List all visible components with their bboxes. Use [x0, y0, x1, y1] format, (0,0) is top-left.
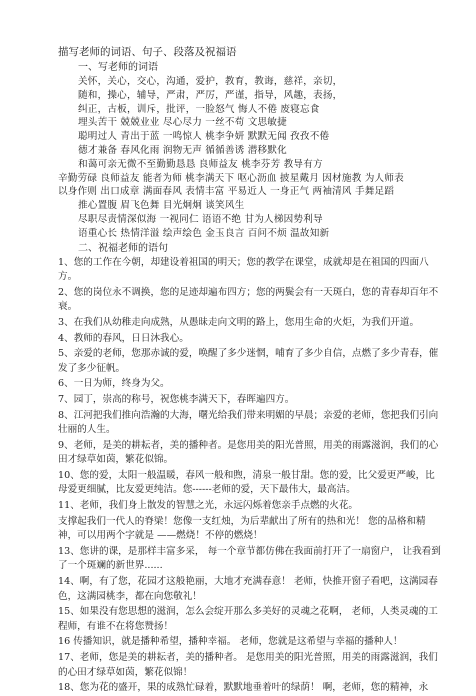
wish-paragraph: 3、在我们从幼稚走向成熟，从愚昧走向文明的路上，您用生命的火炬，为我们开道。 — [58, 316, 420, 328]
word-line: 语重心长 热情洋溢 绘声绘色 金玉良言 百问不烦 温故知新 — [78, 227, 330, 239]
wish-paragraph: 2、您的岗位永不调换，您的足迹却遍布四方；您的两鬓会有一天斑白，您的青春却百年不衰。 — [58, 286, 439, 313]
word-line: 聪明过人 青出于蓝 一鸣惊人 桃李争妍 默默无闻 孜孜不倦 — [78, 131, 330, 143]
wish-paragraph: 9、老师，是美的耕耘者，美的播种者。是您用美的阳光普照，用美的雨露滋润，我们的心田才绿草如茵，繁花似锦。 — [58, 439, 439, 466]
section-heading-words: 一、写老师的词语 — [78, 62, 158, 73]
wish-paragraph: 5、亲爱的老师，您那赤诚的爱，唤醒了多少迷惘，哺育了多少自信，点燃了多少青春，催发了多少征帆。 — [58, 348, 439, 374]
word-line: 推心置腹 眉飞色舞 目光炯炯 谈笑风生 — [78, 200, 245, 212]
document-title: 描写老师的词语、句子、段落及祝福语 — [58, 46, 237, 58]
wish-paragraph: 6、一日为师，终身为父。 — [58, 378, 170, 390]
word-line: 以身作则 出口成章 满面春风 表情丰富 平易近人 一身正气 两袖清风 手舞足蹈 — [58, 186, 395, 198]
word-line: 关怀，关心，交心，沟通，爱护，教育，教诲，慈祥，亲切， — [78, 76, 343, 87]
word-line: 辛勤劳碌 良师益友 能者为师 桃李满天下 呕心沥血 披星戴月 因材施教 为人师表 — [58, 172, 404, 184]
wish-paragraph: 17、老师，您是美的耕耘者，美的播种者。 是您用美的阳光普照，用美的雨露滋润，我们的心田才绿草如茵，繁花似锦！ — [58, 652, 438, 678]
word-line: 随和，操心，辅导，严肃，严厉，严谨，指导，风趣，表扬， — [78, 89, 343, 101]
word-line: 埋头苦干 兢兢业业 尽心尽力 一丝不苟 文思敏捷 — [78, 117, 287, 129]
word-line: 和蔼可亲无微不至勤勤恳恳 良师益友 桃李芬芳 教导有方 — [78, 158, 323, 170]
wish-paragraph: 14、啊，有了您，花园才这般艳丽，大地才充满春意！ 老师，快推开窗子看吧，这满园春色，这满园桃李，都在向您敬礼！ — [58, 576, 438, 602]
wish-paragraph: 18、您为花的盛开，果的成熟忙碌着，默默地垂着叶的绿荫！ 啊，老师，您的精神，永 — [58, 682, 429, 694]
word-line: 德才兼备 春风化雨 润物无声 循循善诱 潜移默化 — [78, 144, 287, 156]
wish-list — [58, 256, 442, 696]
wish-paragraph: 16 传播知识，就是播种希望，播种幸福。 老师，您就是这希望与幸福的播种人！ — [58, 636, 403, 648]
wish-paragraph: 7、园丁，崇高的称号，祝您桃李满天下，春晖遍四方。 — [58, 393, 295, 405]
wish-paragraph: 1、您的工作在今朝，却建设着祖国的明天；您的教学在课堂，成就却是在祖国的四面八方。 — [58, 256, 429, 283]
word-line: 尽职尽责情深似海 一视同仁 语语不绝 甘为人梯因势利导 — [78, 213, 323, 225]
word-list — [58, 75, 442, 241]
wish-paragraph: 支撑起我们一代人的脊梁！您像一支红烛，为后辈献出了所有的热和光！ 您的品格和精神，可以用两个字就是 ——燃烧！不停的燃烧！ — [58, 515, 426, 542]
wish-paragraph: 8、江河把我们推向浩瀚的大海，曙光给我们带来明媚的早晨；亲爱的老师，您把我们引向壮丽的人生。 — [58, 409, 439, 436]
wish-paragraph: 4、教师的春风，日日沐我心。 — [58, 332, 189, 344]
wish-paragraph: 15、如果没有您思想的滋润，怎么会绽开那么多美好的灵魂之花啊， 老师，人类灵魂的工程师，有谁不在将您赞扬！ — [58, 606, 438, 632]
word-line: 纠正，古板，训斥，批评，一脸怒气 悔人不倦 废寝忘食 — [78, 103, 320, 115]
wish-paragraph: 13、您讲的课，是那样丰富多采， 每一个章节都仿佛在我面前打开了一扇窗户， 让我看到了一个斑斓的新世界...... — [58, 545, 441, 572]
wish-paragraph: 10、您的爱，太阳一般温暖，春风一般和煦，清泉一般甘甜。您的爱，比父爱更严峻，比母爱更细腻，比友爱更纯洁。您------老师的爱，天下最伟大，最高洁。 — [58, 469, 435, 496]
wish-paragraph: 11、老师，我们身上散发的智慧之光，永远闪烁着您亲手点燃的火花。 — [58, 500, 359, 512]
section-heading-wishes: 二、祝福老师的语句 — [78, 242, 168, 254]
